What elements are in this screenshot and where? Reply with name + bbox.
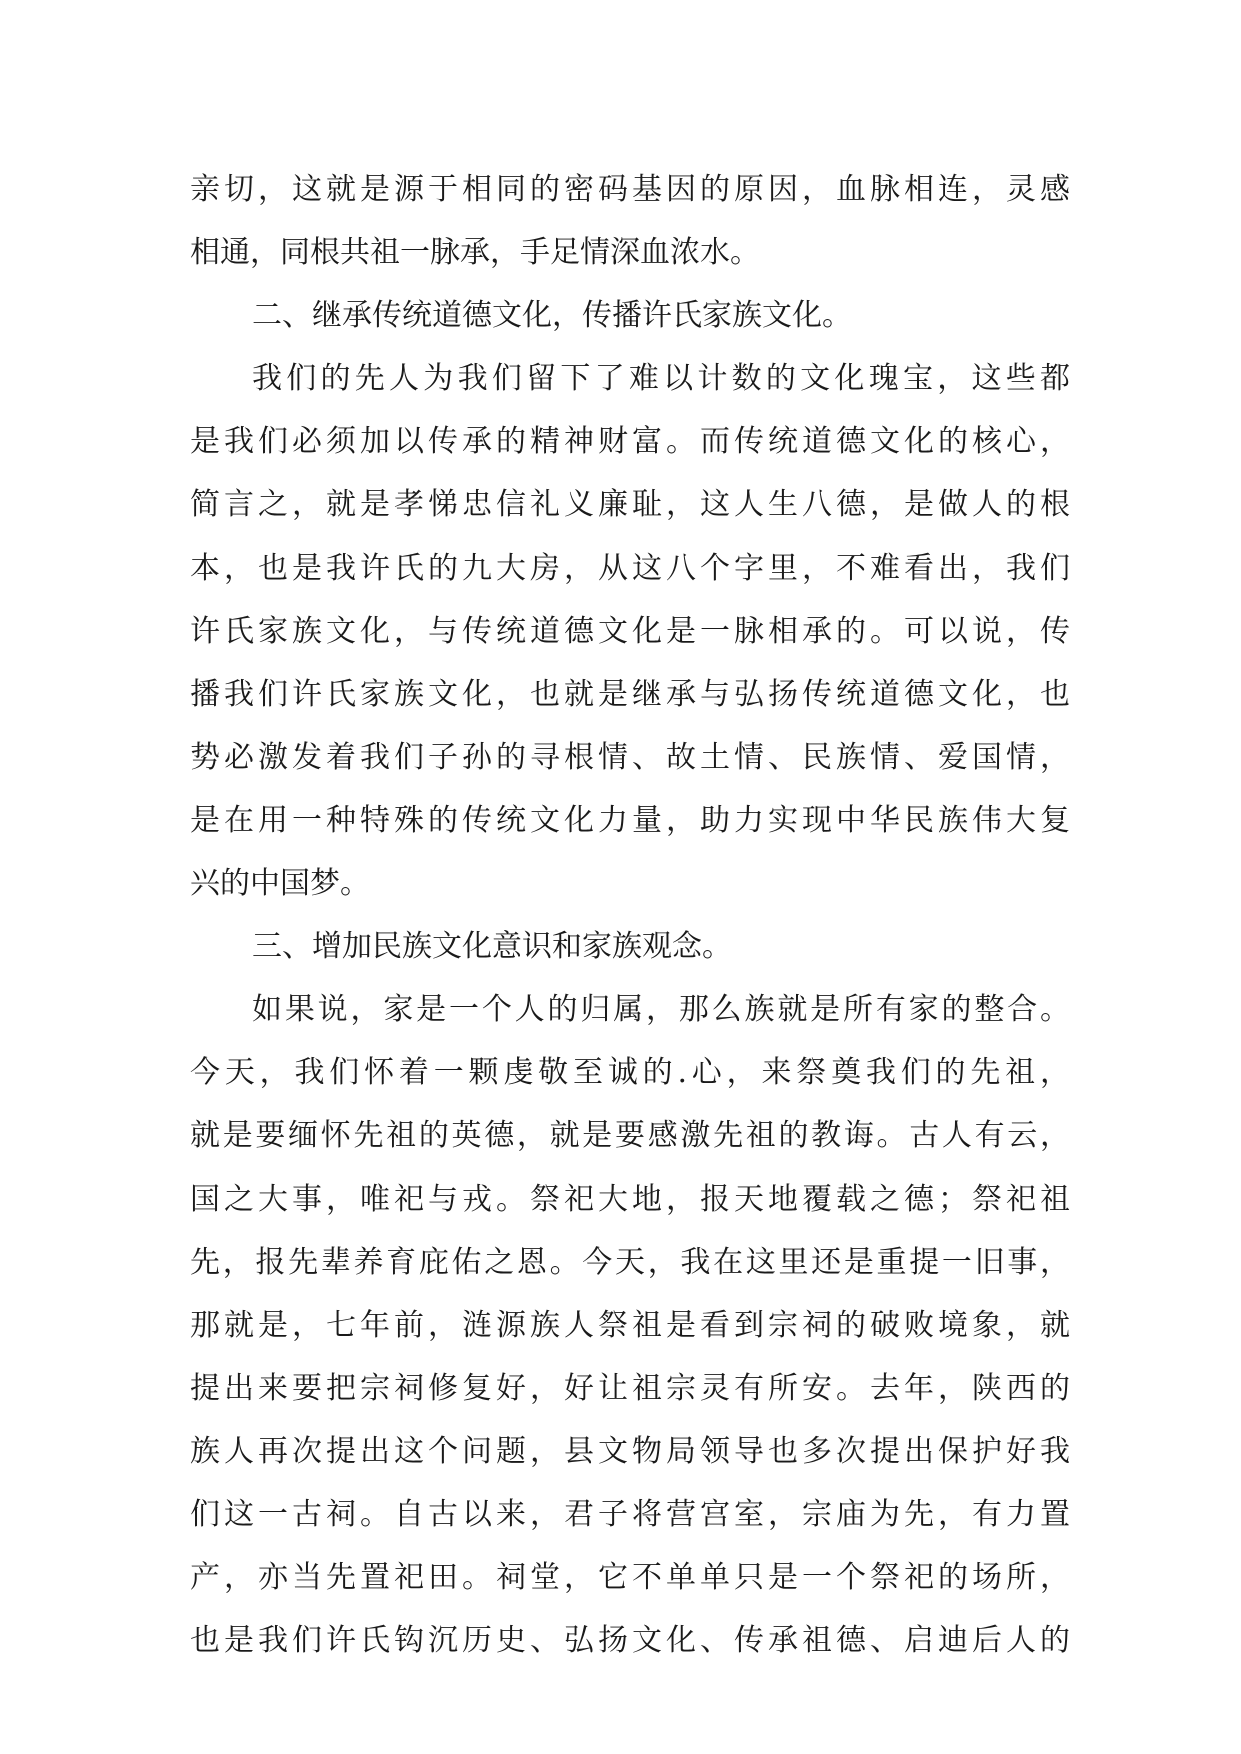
text-line: 也是我们许氏钩沉历史、弘扬文化、传承祖德、启迪后人的 xyxy=(190,1623,1070,1659)
text-line: 那就是，七年前，涟源族人祭祖是看到宗祠的破败境象，就 xyxy=(190,1307,1070,1343)
text-line: 产，亦当先置祀田。祠堂，它不单单只是一个祭祀的场所， xyxy=(190,1560,1070,1596)
text-line: 简言之，就是孝悌忠信礼义廉耻，这人生八德，是做人的根 xyxy=(190,487,1070,523)
text-line: 三、增加民族文化意识和家族观念。 xyxy=(252,929,732,965)
text-line: 势必激发着我们子孙的寻根情、故土情、民族情、爱国情， xyxy=(190,739,1070,775)
text-line: 亲切，这就是源于相同的密码基因的原因，血脉相连，灵感 xyxy=(190,172,1070,207)
text-line: 兴的中国梦。 xyxy=(190,866,370,902)
text-line: 先，报先辈养育庇佑之恩。今天，我在这里还是重提一旧事， xyxy=(190,1244,1070,1280)
text-line: 我们的先人为我们留下了难以计数的文化瑰宝，这些都 xyxy=(252,361,1070,397)
text-line: 就是要缅怀先祖的英德，就是要感激先祖的教诲。古人有云， xyxy=(190,1118,1070,1154)
text-line: 许氏家族文化，与传统道德文化是一脉相承的。可以说，传 xyxy=(190,613,1070,649)
text-line: 们这一古祠。自古以来，君子将营宫室，宗庙为先，有力置 xyxy=(190,1496,1070,1532)
text-line: 是我们必须加以传承的精神财富。而传统道德文化的核心， xyxy=(190,424,1070,460)
text-line: 相通，同根共祖一脉承，手足情深血浓水。 xyxy=(190,235,760,271)
text-line: 提出来要把宗祠修复好，好让祖宗灵有所安。去年，陕西的 xyxy=(190,1370,1070,1406)
text-line: 国之大事，唯祀与戎。祭祀大地，报天地覆载之德；祭祀祖 xyxy=(190,1181,1070,1217)
text-line: 今天，我们怀着一颗虔敬至诚的.心，来祭奠我们的先祖， xyxy=(190,1055,1070,1091)
body-text xyxy=(190,158,1070,1672)
text-line: 如果说，家是一个人的归属，那么族就是所有家的整合。 xyxy=(252,992,1070,1028)
text-line: 播我们许氏家族文化，也就是继承与弘扬传统道德文化，也 xyxy=(190,676,1070,712)
text-line: 族人再次提出这个问题，县文物局领导也多次提出保护好我 xyxy=(190,1433,1070,1469)
text-line: 本，也是我许氏的九大房，从这八个字里，不难看出，我们 xyxy=(190,550,1070,586)
text-line: 是在用一种特殊的传统文化力量，助力实现中华民族伟大复 xyxy=(190,802,1070,838)
text-line: 二、继承传统道德文化，传播许氏家族文化。 xyxy=(252,298,852,334)
